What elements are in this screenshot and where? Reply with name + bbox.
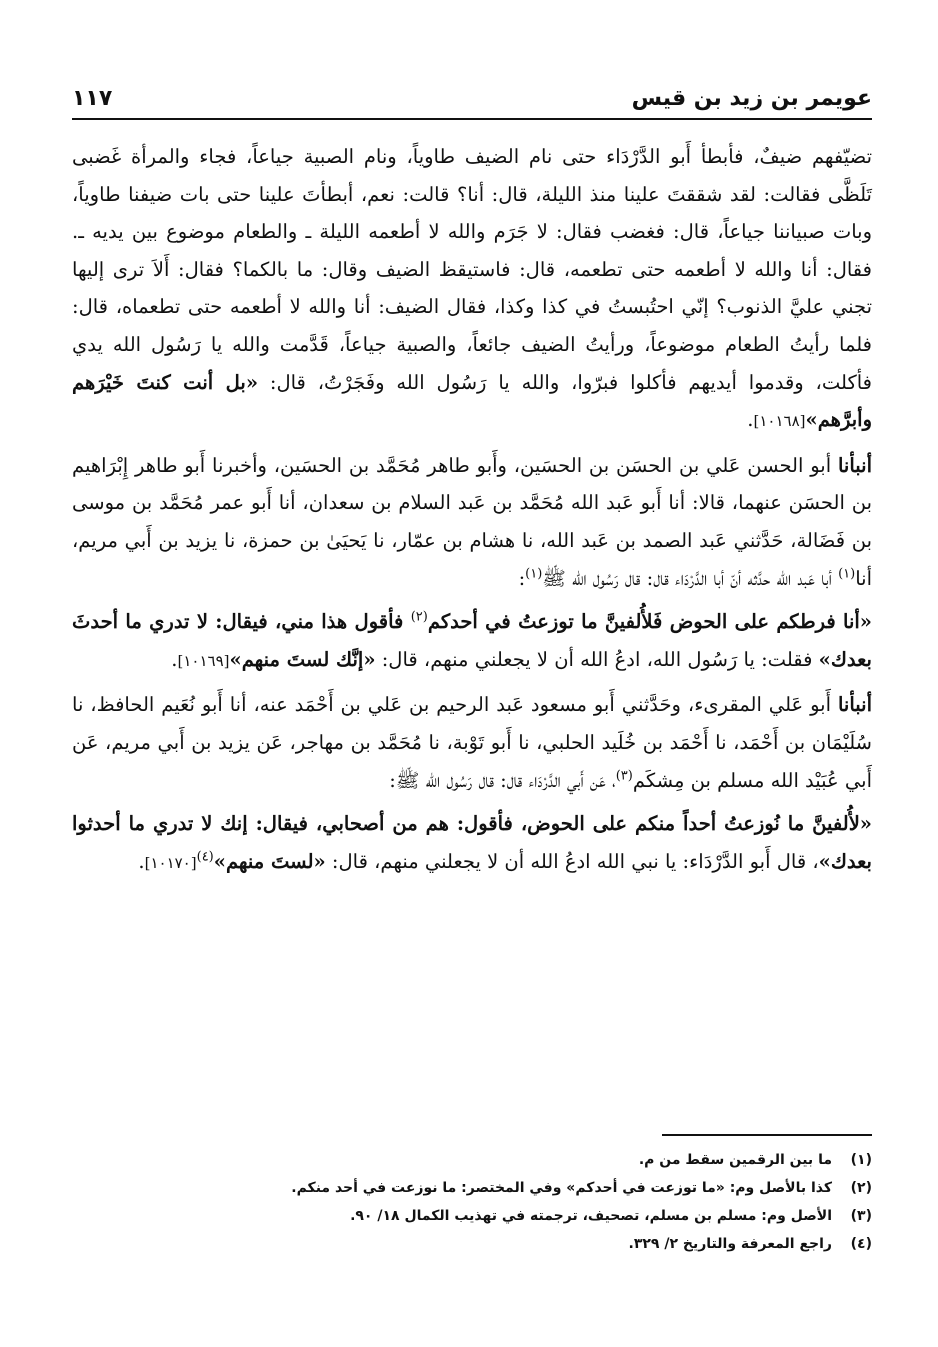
footnote-item [72,1174,872,1202]
footnote-item [72,1202,872,1230]
footnote-number: (٣) [850,1208,872,1224]
hadith-ref: [١٠١٦٨] [753,412,806,431]
footnote-number: (٢) [850,1180,872,1196]
page-header [72,82,872,120]
paragraph-4-text: أَبو عَلي المقرىء، وحَدَّثني أَبو مسعود عَبد الرحيم بن عَلي بن أَحْمَد عنه، أنا أَبو نُعَيم الحافظ، نا سُلَيْمَان بن أَحْمَد، نا أَحْمَد بن خُلَيد الحلبي، نا أَبو تَوْبة، نا مُحَمَّد بن مهاجر، عَن يزيد بن أَبي مريم، عَن أَبي عُبَيْد الله مسلم بن مِشكَم [72,693,872,792]
isnad-lead: أنبأنا [837,453,872,477]
footnote-marker: (٣) [615,768,633,783]
document-page [72,82,872,882]
footnote-item [72,1146,872,1174]
footnote-text: ما بين الرقمين سقط من م. [638,1152,832,1168]
hadith-ref: [١٠١٦٩] [177,651,230,670]
footnote-number: (١) [850,1152,872,1168]
footnotes [72,1134,872,1258]
hadith-quote: «إنَّك لستَ منهم» [229,647,376,671]
footnote-text: كذا بالأصل وم: «ما توزعت في أحدكم» وفي المختصر: ما نوزعت في أحد منكم. [291,1180,832,1196]
footnote-text: راجع المعرفة والتاريخ ٢/ ٣٢٩. [628,1236,832,1252]
hadith-quote: «لستَ منهم» [213,849,326,873]
paragraph-5-text: ، قال أَبو الدَّرْدَاء: يا نبي الله ادعُ الله أن لا يجعلني منهم، قال: [325,849,819,873]
hadith-quote: «لأُلفينَّ ما نُوزعتُ أحداً منكم على الحوض، فأقول: هم من أصحابي، فيقال: إنك لا تدري ما أحدثوا بعدك» [72,812,872,873]
hadith-quote: «بل أنت كنتَ خَيْرَهم وأبرَّهم» [72,370,872,432]
paragraph-5: «لأُلفينَّ ما نُوزعتُ أحداً منكم على الحوض، فأقول: هم من أصحابي، فيقال: إنك لا تدري ما أحدثوا بعدك»، قال أَبو الدَّرْدَاء: يا نبي الله ادعُ الله أن لا يجعلني منهم، قال: «لستَ منهم»$^{(٤)}$[١٠١٧٠]. [72,812,872,873]
paragraph-1-text: تضيّفهم ضيفٌ، فأبطأ أَبو الدَّرْدَاء حتى نام الضيف طاوياً، ونام الصبية جياعاً، فجاء والمرأة غَضبى تَلَظَّى فقالت: لقد شققتَ علينا منذ الليلة، قال: أنا؟ قالت: نعم، أبطأتَ علينا حتى بات ضيفنا طاوياً، وبات صبياننا جياعاً، قال: فغضب فقال: لا جَرَم والله لا أطعمه الليلة ـ والطعام موضوع بين يديه ـ. فقال: أنا والله لا أطعمه حتى تطعمه، قال: فاستيقظ الضيف وقال: ما بالكما؟ فقال: أَلاَ ترى إليها تجني عليَّ الذنوب؟ إنّي احتُبستُ في كذا وكذا، فقال الضيف: أنا والله لا أطعمه حتى تطعماه، قال: فلما رأيتُ الطعام موضوعاً، ورأيتُ الضيف جائعاً، والصبية جياعاً، قَدَّمت والله يا رَسُول الله يدي فأكلت، وقدموا أيديهم فأكلوا فبرّوا، والله يا رَسُول الله وفَجَرْتُ، قال: [72,145,872,394]
paragraph-4-tail: ، عَن أَبي الدَّرْدَاء قال: قال رَسُول الله ﷺ: [389,768,616,792]
paragraph-2-text: أبو الحسن عَلي بن الحسَن بن الحسَين، وأَبو طاهر مُحَمَّد بن الحسَين، وأخبرنا أَبو طاهر إِبْرَاهيم بن الحسَن عنهما، قالا: أنا أَبو عَبد الله مُحَمَّد بن عَبد السلام بن سعدان، أنا أَبو عمر مُحَمَّد بن موسى بن فَضَالة، حَدَّثني عَبد الصمد بن عَبد الله، نا هشام بن عمّار، نا يَحيَىٰ بن حمزة، نا يزيد بن أَبي مريم، أنا [72,453,872,590]
isnad-lead: أنبأنا [837,693,872,717]
paragraph-1: تضيّفهم ضيفٌ، فأبطأ أَبو الدَّرْدَاء حتى نام الضيف طاوياً، ونام الصبية جياعاً، فجاء والمرأة غَضبى تَلَظَّى فقالت: لقد شققتَ علينا منذ الليلة، قال: أنا؟ قالت: نعم، أبطأتَ علينا حتى بات ضيفنا طاوياً، وبات صبياننا جياعاً، قال: فغضب فقال: لا جَرَم والله لا أطعمه الليلة ـ والطعام موضوع بين يديه ـ. فقال: أنا والله لا أطعمه حتى تطعمه، قال: فاستيقظ الضيف وقال: ما بالكما؟ فقال: أَلاَ ترى إليها تجني عليَّ الذنوب؟ إنّي احتُبستُ في كذا وكذا، فقال الضيف: أنا والله لا أطعمه حتى تطعماه، قال: فلما رأيتُ الطعام موضوعاً، ورأيتُ الضيف جائعاً، والصبية جياعاً، قَدَّمت والله يا رَسُول الله يدي فأكلت، وقدموا أيديهم فأكلوا فبرّوا، والله يا رَسُول الله وفَجَرْتُ، قال: «بل أنت كنتَ خَيْرَهم وأبرَّهم»[١٠١٦٨]. [72,145,872,432]
footnote-text: الأصل وم: مسلم بن مسلم، تصحيف، ترجمته في تهذيب الكمال ١٨/ ٩٠. [350,1208,832,1224]
hadith-quote: فأقول هذا مني، فيقال: لا تدري ما أحدثَ بعدك» [72,610,872,671]
footnote-number: (٤) [850,1236,872,1252]
paragraph-3-text: فقلت: يا رَسُول الله، ادعُ الله أن لا يجعلني منهم، قال: [375,647,819,671]
footnote-marker: (١) [838,566,856,582]
paragraph-2-tail: أبا عَبد الله حدَّثه أنّ أبا الدَّرْدَاء قال: قال رَسُول الله ﷺ [542,566,839,590]
paragraph-2 [72,447,872,597]
paragraph-4 [72,686,872,799]
body-text [72,138,872,882]
running-title: عويمر بن زيد بن قيس [631,86,872,111]
footnote-item [72,1230,872,1258]
paragraph-2-end: : [518,566,526,590]
footnote-divider [662,1134,872,1136]
footnote-list [72,1146,872,1258]
hadith-quote: «أنا فرطكم على الحوض فَلأُلفينَّ ما توزعتُ في أحدكم [427,610,872,634]
paragraph-3: «أنا فرطكم على الحوض فَلأُلفينَّ ما توزعتُ في أحدكم$^{(٢)}$ فأقول هذا مني، فيقال: لا تدري ما أحدثَ بعدك» فقلت: يا رَسُول الله، ادعُ الله أن لا يجعلني منهم، قال: «إنَّك لستَ منهم»[١٠١٦٩]. [72,609,872,671]
footnote-marker: (٤) [196,849,214,865]
page-number: ١١٧ [72,86,113,111]
hadith-ref: [١٠١٧٠] [144,853,197,872]
footnote-marker: (٢) [410,609,428,625]
footnote-marker: (١) [525,566,543,582]
